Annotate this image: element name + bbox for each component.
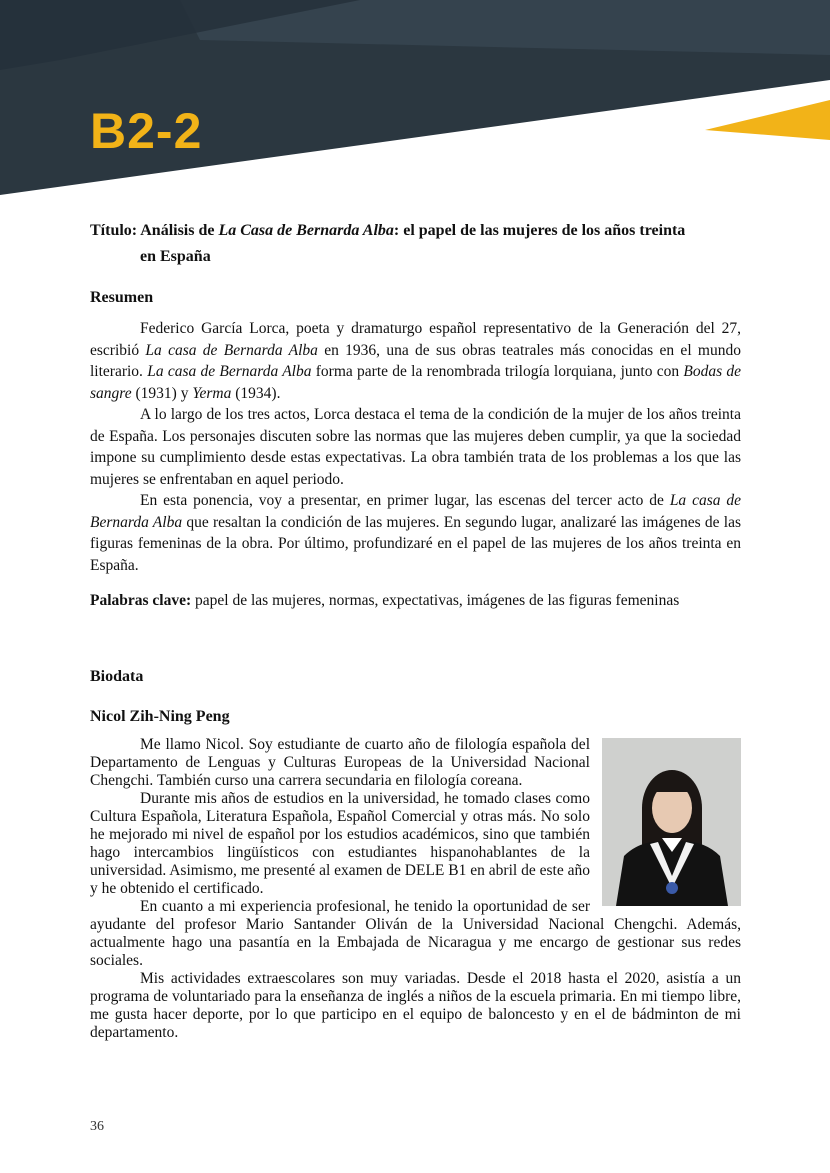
keywords-label: Palabras clave: — [90, 592, 192, 609]
resumen-heading: Resumen — [90, 289, 154, 306]
biodata-body — [90, 736, 741, 1042]
resumen-paragraph-1: Federico García Lorca, poeta y dramaturgo español representativo de la Generación del 27, escribió La casa de Bernarda Alba en 1936, una de sus obras teatrales más conocidas en el mundo literario. La casa de Bernarda Alba forma parte de la renombrada trilogía lorquiana, junto con Bodas de sangre (1931) y Yerma (1934). — [90, 320, 741, 402]
keywords-text: papel de las mujeres, normas, expectativas, imágenes de las figuras femeninas — [191, 592, 680, 609]
keywords — [90, 590, 741, 611]
author-name: Nicol Zih-Ning Peng — [90, 708, 230, 725]
biodata-paragraph-1: Me llamo Nicol. Soy estudiante de cuarto año de filología española del Departamento de Lenguas y Culturas Europeas de la Universidad Nacional Chengchi. También curso una carrera secundaria en filología coreana. — [90, 736, 590, 789]
section-code: B2-2 — [90, 103, 203, 159]
paper-title: Título: Análisis de La Casa de Bernarda Alba: el papel de las mujeres de los años treinta en España — [90, 218, 741, 270]
resumen-paragraph-2: A lo largo de los tres actos, Lorca destaca el tema de la condición de la mujer de los años treinta de España. Los personajes discuten sobre las normas que las mujeres deben cumplir, ya que la sociedad impone su cumplimiento desde estas expectativas. La obra también trata de los problemas a los que las mujeres se enfrentaban en aquel periodo. — [90, 406, 741, 488]
biodata-heading: Biodata — [90, 668, 144, 685]
page-number: 36 — [90, 1119, 104, 1134]
biodata-paragraph-2: Durante mis años de estudios en la universidad, he tomado clases como Cultura Española, Literatura Española, Español Comercial y otras más. No solo he mejorado mi nivel de español por los estudios académicos, sino que también hago intercambios lingüísticos con estudiantes hispanohablantes de la universidad. Asimismo, me presenté al examen de DELE B1 en abril de este año y he obtenido el certificado. — [90, 790, 590, 897]
author-photo — [602, 738, 741, 906]
biodata-paragraph-3: En cuanto a mi experiencia profesional, he tenido la oportunidad de ser ayudante del profesor Mario Santander Oliván de la Universidad Nacional Chengchi. Además, actualmente hago una pasantía en la Embajada de Nicaragua y me encargo de gestionar sus redes sociales. — [90, 898, 741, 969]
paper-title-line2: en España — [140, 248, 211, 265]
header-banner — [0, 0, 830, 200]
header-graphic — [0, 0, 830, 200]
resumen-paragraph-3: En esta ponencia, voy a presentar, en primer lugar, las escenas del tercer acto de La casa de Bernarda Alba que resaltan la condición de las mujeres. En segundo lugar, analizaré las imágenes de las figuras femeninas de la obra. Por último, profundizaré en el papel de las mujeres de los años treinta en España. — [90, 492, 741, 574]
biodata-paragraph-4: Mis actividades extraescolares son muy variadas. Desde el 2018 hasta el 2020, asistía a un programa de voluntariado para la enseñanza de inglés a niños de la escuela primaria. En mi tiempo libre, me gusta hacer deporte, por lo que participo en el equipo de baloncesto y en el de bádminton de mi departamento. — [90, 970, 741, 1041]
resumen-body — [90, 318, 741, 576]
